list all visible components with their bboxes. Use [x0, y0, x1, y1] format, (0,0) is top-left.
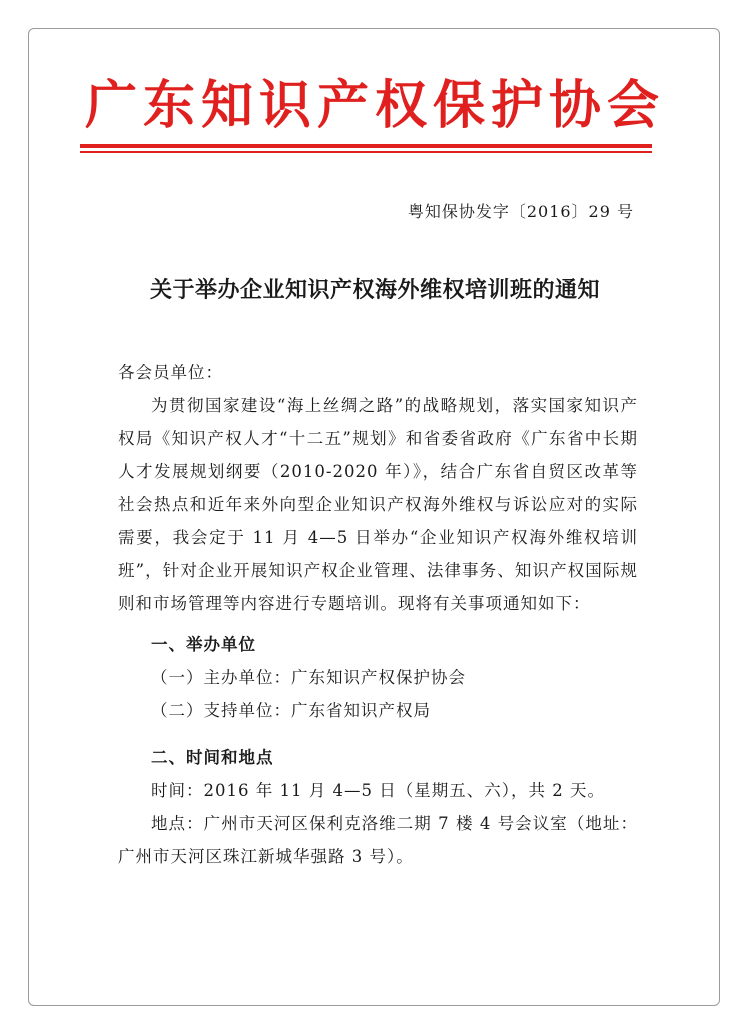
letterhead-rule-thin	[80, 151, 652, 153]
event-place: 地点：广州市天河区保利克洛维二期 7 楼 4 号会议室（地址：广州市天河区珠江新城华强路 3 号）。	[118, 814, 638, 866]
document-body	[118, 356, 638, 873]
letterhead-rule-thick	[80, 144, 652, 148]
organizer-supporter: （二）支持单位：广东省知识产权局	[151, 701, 431, 720]
intro-paragraph: 为贯彻国家建设“海上丝绸之路”的战略规划，落实国家知识产权局《知识产权人才“十二五”规划》和省委省政府《广东省中长期人才发展规划纲要（2010-2020 年）》，结合广东省自贸区改革等社会热点和近年来外向型企业知识产权海外维权与诉讼应对的实际需要，我会定于 11 月 4—5 日举办“企业知识产权海外维权培训班”，针对企业开展知识产权企业管理、法律事务、知识产权国际规则和市场管理等内容进行专题培训。现将有关事项通知如下：	[118, 396, 638, 613]
letterhead-title: 广东知识产权保护协会	[84, 75, 665, 136]
document-title: 关于举办企业知识产权海外维权培训班的通知	[149, 277, 600, 303]
document-number: 粤知保协发字〔2016〕29 号	[407, 202, 634, 221]
organizer-host: （一）主办单位：广东知识产权保护协会	[151, 668, 466, 687]
salutation: 各会员单位：	[118, 363, 223, 382]
event-time: 时间：2016 年 11 月 4—5 日（星期五、六），共 2 天。	[151, 781, 605, 800]
section-heading-organizers: 一、举办单位	[151, 635, 256, 654]
section-heading-time-place: 二、时间和地点	[151, 748, 274, 767]
